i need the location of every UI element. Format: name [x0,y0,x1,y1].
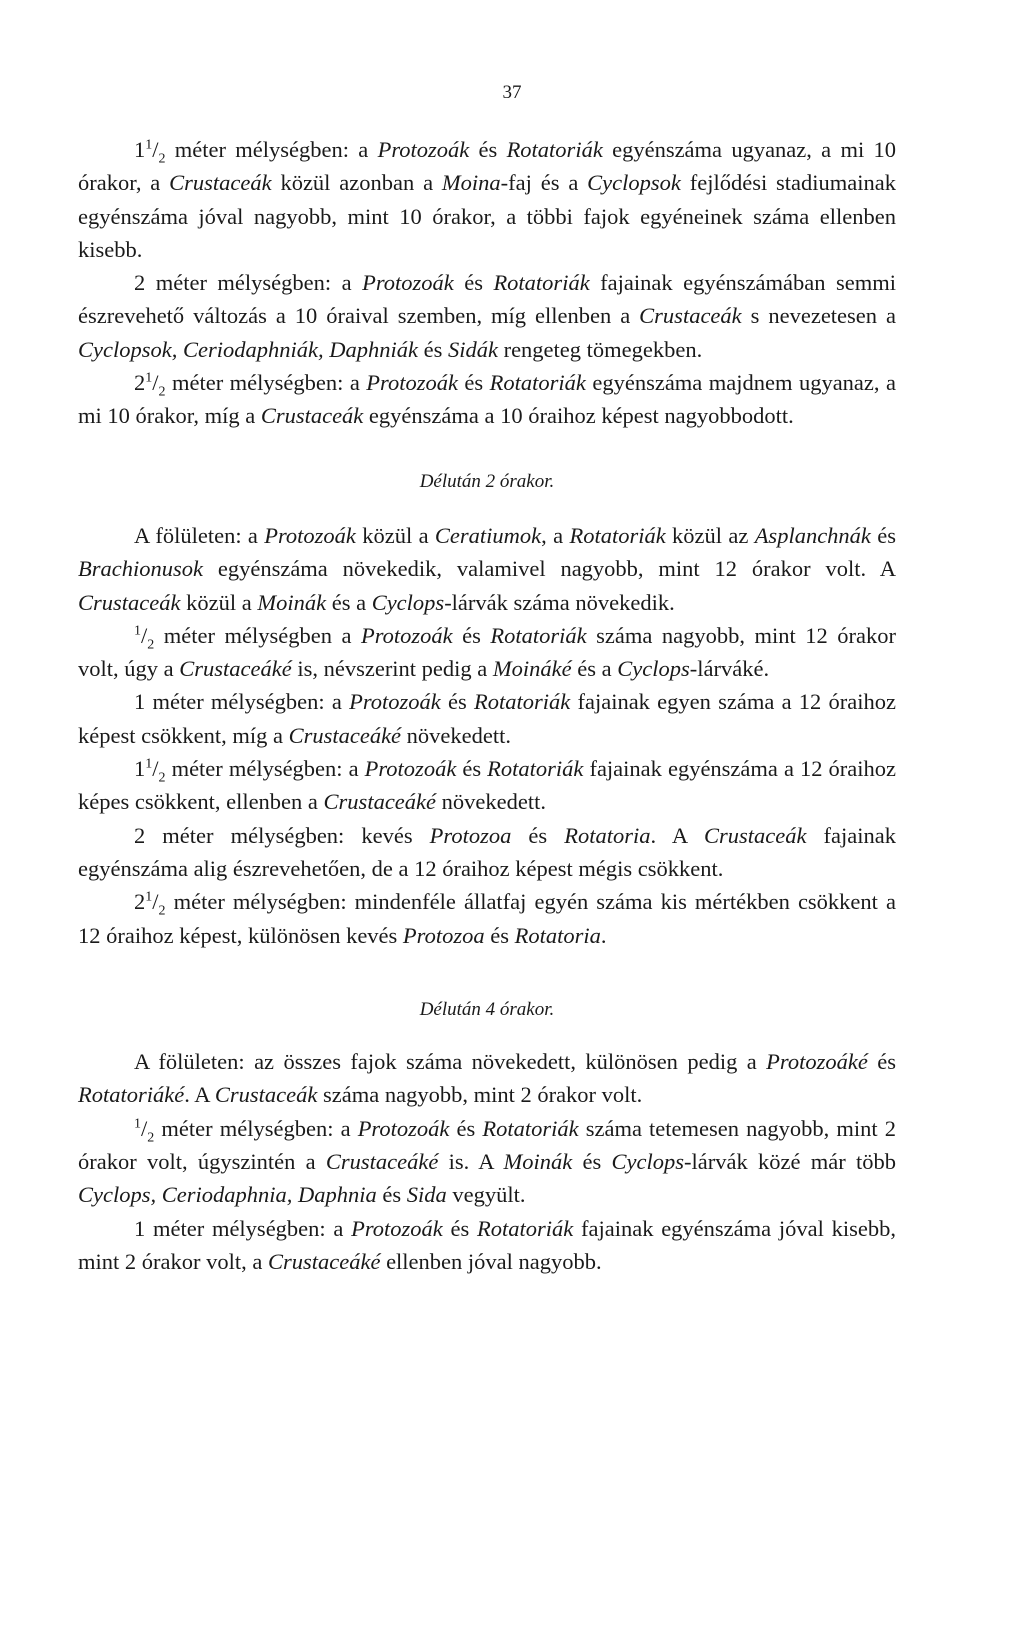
text-run: méter mélységben: a [154,1115,358,1141]
text-run: . A [650,822,704,848]
italic-term: Asplanchnák [754,522,871,548]
text-run: / [141,622,148,648]
italic-term: Rotatoriák [489,370,586,396]
text-run: -lárvák száma növekedik. [444,589,675,615]
text-run: 2 [158,384,166,400]
italic-term: Protozoák [362,270,454,296]
text-run: száma nagyobb, mint 2 órakor volt. [317,1082,643,1108]
text-run: és a [571,656,618,682]
italic-term: Protozoa [429,822,512,848]
italic-term: Protozoák [357,1115,450,1141]
text-run: növekedett. [436,789,546,815]
text-run: -lárvák közé már több [684,1149,896,1175]
italic-term: Protozoa [402,922,485,948]
text-run: méter mélységben: a [165,756,365,782]
text-run: , a [541,522,570,548]
text-run: -lárváké. [689,656,770,682]
text-run: A fölületen: az összes fajok száma növekedett, különösen pedig a [134,1049,767,1075]
italic-term: Rotatoriák [474,689,571,715]
text-run: 1 [145,889,153,905]
italic-term: Sidák [447,336,498,362]
italic-term: Rotatoriák [569,522,666,548]
text-run: / [152,756,159,782]
text-run: növekedett. [401,722,512,748]
italic-term: Rotatoriák [477,1215,574,1241]
text-run: 2 méter mélységben: kevés [134,822,430,848]
italic-term: Crustaceák [78,589,181,615]
italic-term: Protozoák [349,689,441,715]
italic-term: Cyclopsok, Ceriodaphniák, Daphniák [78,336,418,362]
text-run: és [449,1115,483,1141]
text-run: száma tetemesen nagyobb, mint 2 órakor volt, úgyszintén a [78,1115,896,1175]
text-run: 2 [158,151,166,167]
text-run: A fölületen: a [134,522,265,548]
italic-term: Cyclops [611,1149,685,1175]
text-run: fajainak egyénszáma jóval kisebb, mint 2 órakor volt, a [78,1215,896,1274]
text-run: fajainak egyénszáma a 12 óraihoz képes csökkent, ellenben a [78,756,896,815]
text-run: és [484,922,515,948]
text-run: és [870,522,897,548]
paragraph [78,1045,896,1112]
text-run: fajainak egyen száma a 12 óraihoz képest csökkent, míg a [78,689,896,748]
text-run: 1 [145,756,153,772]
text-run: fejlődési stadiumainak egyénszáma jóval nagyobb, mint 10 órakor, a többi fajok egyéneinek száma ellenben kisebb. [78,170,897,262]
italic-term: Ceratiumok [434,522,542,548]
italic-term: Crustaceáké [288,722,402,748]
italic-term: Cyclopsok [587,170,681,196]
text-run: egyénszáma ugyanaz, a mi 10 órakor, a [78,137,896,196]
paragraph [78,133,896,266]
italic-term: Protozoák [351,1215,443,1241]
italic-term: Crustaceáké [325,1149,439,1175]
text-run: 1 [145,370,153,386]
text-run: és [469,137,507,162]
italic-term: Rotatoria [564,822,651,848]
italic-term: Moina [441,170,501,196]
text-run: 2 [158,770,166,786]
paragraph [78,1212,896,1279]
text-run: és [867,1049,896,1075]
italic-term: Protozoák [364,756,457,782]
paragraph [78,1112,896,1212]
text-run: és [511,822,565,848]
text-run: és [442,1215,478,1241]
italic-term: Cyclops [371,589,445,615]
italic-term: Cyclops [617,656,690,682]
italic-term: Protozoák [366,370,458,396]
text-run: 2 [147,637,155,653]
italic-term: Sida [406,1182,447,1208]
text-run: és a [326,589,372,615]
text-run: -faj és a [500,170,588,196]
italic-term: Protozoáké [766,1049,868,1075]
text-run: és [453,270,494,296]
section-heading: Délután 4 órakor. [419,998,555,1020]
italic-term: Protozoák [377,137,470,162]
text-run: 1 [134,623,141,639]
paragraph [78,752,896,819]
text-run: fajainak egyénszáma alig észrevehetően, de a 12 óraihoz képest mégis csökkent. [78,822,896,881]
text-run: 1 [145,137,153,153]
text-run: 1 [134,1116,141,1132]
text-run: közül azonban a [271,170,442,196]
text-run: 2 méter mélységben: a [134,270,363,296]
text-run: egyénszáma majdnem ugyanaz, a mi 10 órakor, míg a [78,370,896,429]
italic-term: Crustaceáké [267,1248,381,1274]
italic-term: Crustaceák [169,170,272,196]
text-run: közül a [180,589,258,615]
text-run: . A [184,1082,215,1108]
body-text [78,133,896,1278]
italic-term: Brachionusok [78,556,203,582]
text-run: és [376,1182,407,1208]
text-run: és [572,1149,612,1175]
text-run: méter mélységben a [154,622,361,648]
text-run: / [141,1115,148,1141]
italic-term: Crustaceák [214,1082,318,1108]
text-run: 2 [134,889,146,915]
text-run: méter mélységben: a [165,137,378,162]
italic-term: Crustaceáké [323,789,437,815]
text-run: ellenben jóval nagyobb. [380,1248,602,1274]
text-run: / [152,370,159,396]
italic-term: Rotatoriáké [78,1082,185,1108]
text-run: egyénszáma a 10 óraihoz képest nagyobbodott. [363,403,794,429]
paragraph [78,885,896,952]
text-run: és [457,370,490,396]
italic-term: Protozoák [360,622,453,648]
section-heading: Délután 2 órakor. [419,470,555,492]
paragraph [78,366,896,433]
italic-term: Protozoák [264,522,356,548]
text-run: és [452,622,491,648]
paragraph [78,685,896,752]
italic-term: Crustaceák [639,303,742,329]
text-run: s nevezetesen a [741,303,896,329]
text-run: 2 [158,903,166,919]
paragraph [78,619,896,686]
italic-term: Rotatoriák [506,137,603,162]
text-run: 1 [134,756,146,782]
text-run: 1 méter mélységben: a [134,1215,352,1241]
text-run: méter mélységben: a [165,370,367,396]
italic-term: Moináké [492,656,572,682]
paragraph [78,819,896,886]
page-number: 37 [502,82,522,103]
text-run: fajainak egyénszámában semmi észrevehető változás a 10 óraival szemben, míg ellenben a [78,270,896,329]
text-run: vegyült. [446,1182,526,1208]
italic-term: Rotatoria [514,922,601,948]
text-run: 2 [134,370,146,396]
text-run: . [600,922,607,948]
text-run: és [440,689,474,715]
text-run: és [417,336,448,362]
italic-term: Rotatoriák [487,756,584,782]
italic-term: Moinák [503,1149,573,1175]
paragraph [78,519,896,619]
italic-term: Crustaceák [260,403,364,429]
text-run: méter mélységben: mindenféle állatfaj egyén száma kis mértékben csökkent a 12 óraihoz képest, különösen kevés [78,889,896,948]
text-run: is, névszerint pedig a [291,656,493,682]
italic-term: Rotatoriák [482,1115,579,1141]
text-run: is. A [438,1149,504,1175]
text-run: / [152,889,159,915]
text-run: / [152,137,159,162]
italic-term: Rotatoriák [490,622,587,648]
text-run: 1 [134,137,146,162]
italic-term: Crustaceáké [179,656,292,682]
text-run: egyénszáma növekedik, valamivel nagyobb, mint 12 órakor volt. A [202,556,896,582]
italic-term: Moinák [257,589,327,615]
text-run: és [456,756,488,782]
text-run: rengeteg tömegekben. [497,336,703,362]
text-run: száma nagyobb, mint 12 órakor volt, úgy a [78,622,896,682]
italic-term: Crustaceák [703,822,807,848]
paragraph [78,266,896,366]
italic-term: Rotatoriák [493,270,590,296]
text-run: 1 méter mélységben: a [134,689,350,715]
italic-term: Cyclops, Ceriodaphnia, Daphnia [78,1182,377,1208]
text-run: közül a [355,522,435,548]
text-run: 2 [147,1130,155,1146]
text-run: közül az [665,522,755,548]
